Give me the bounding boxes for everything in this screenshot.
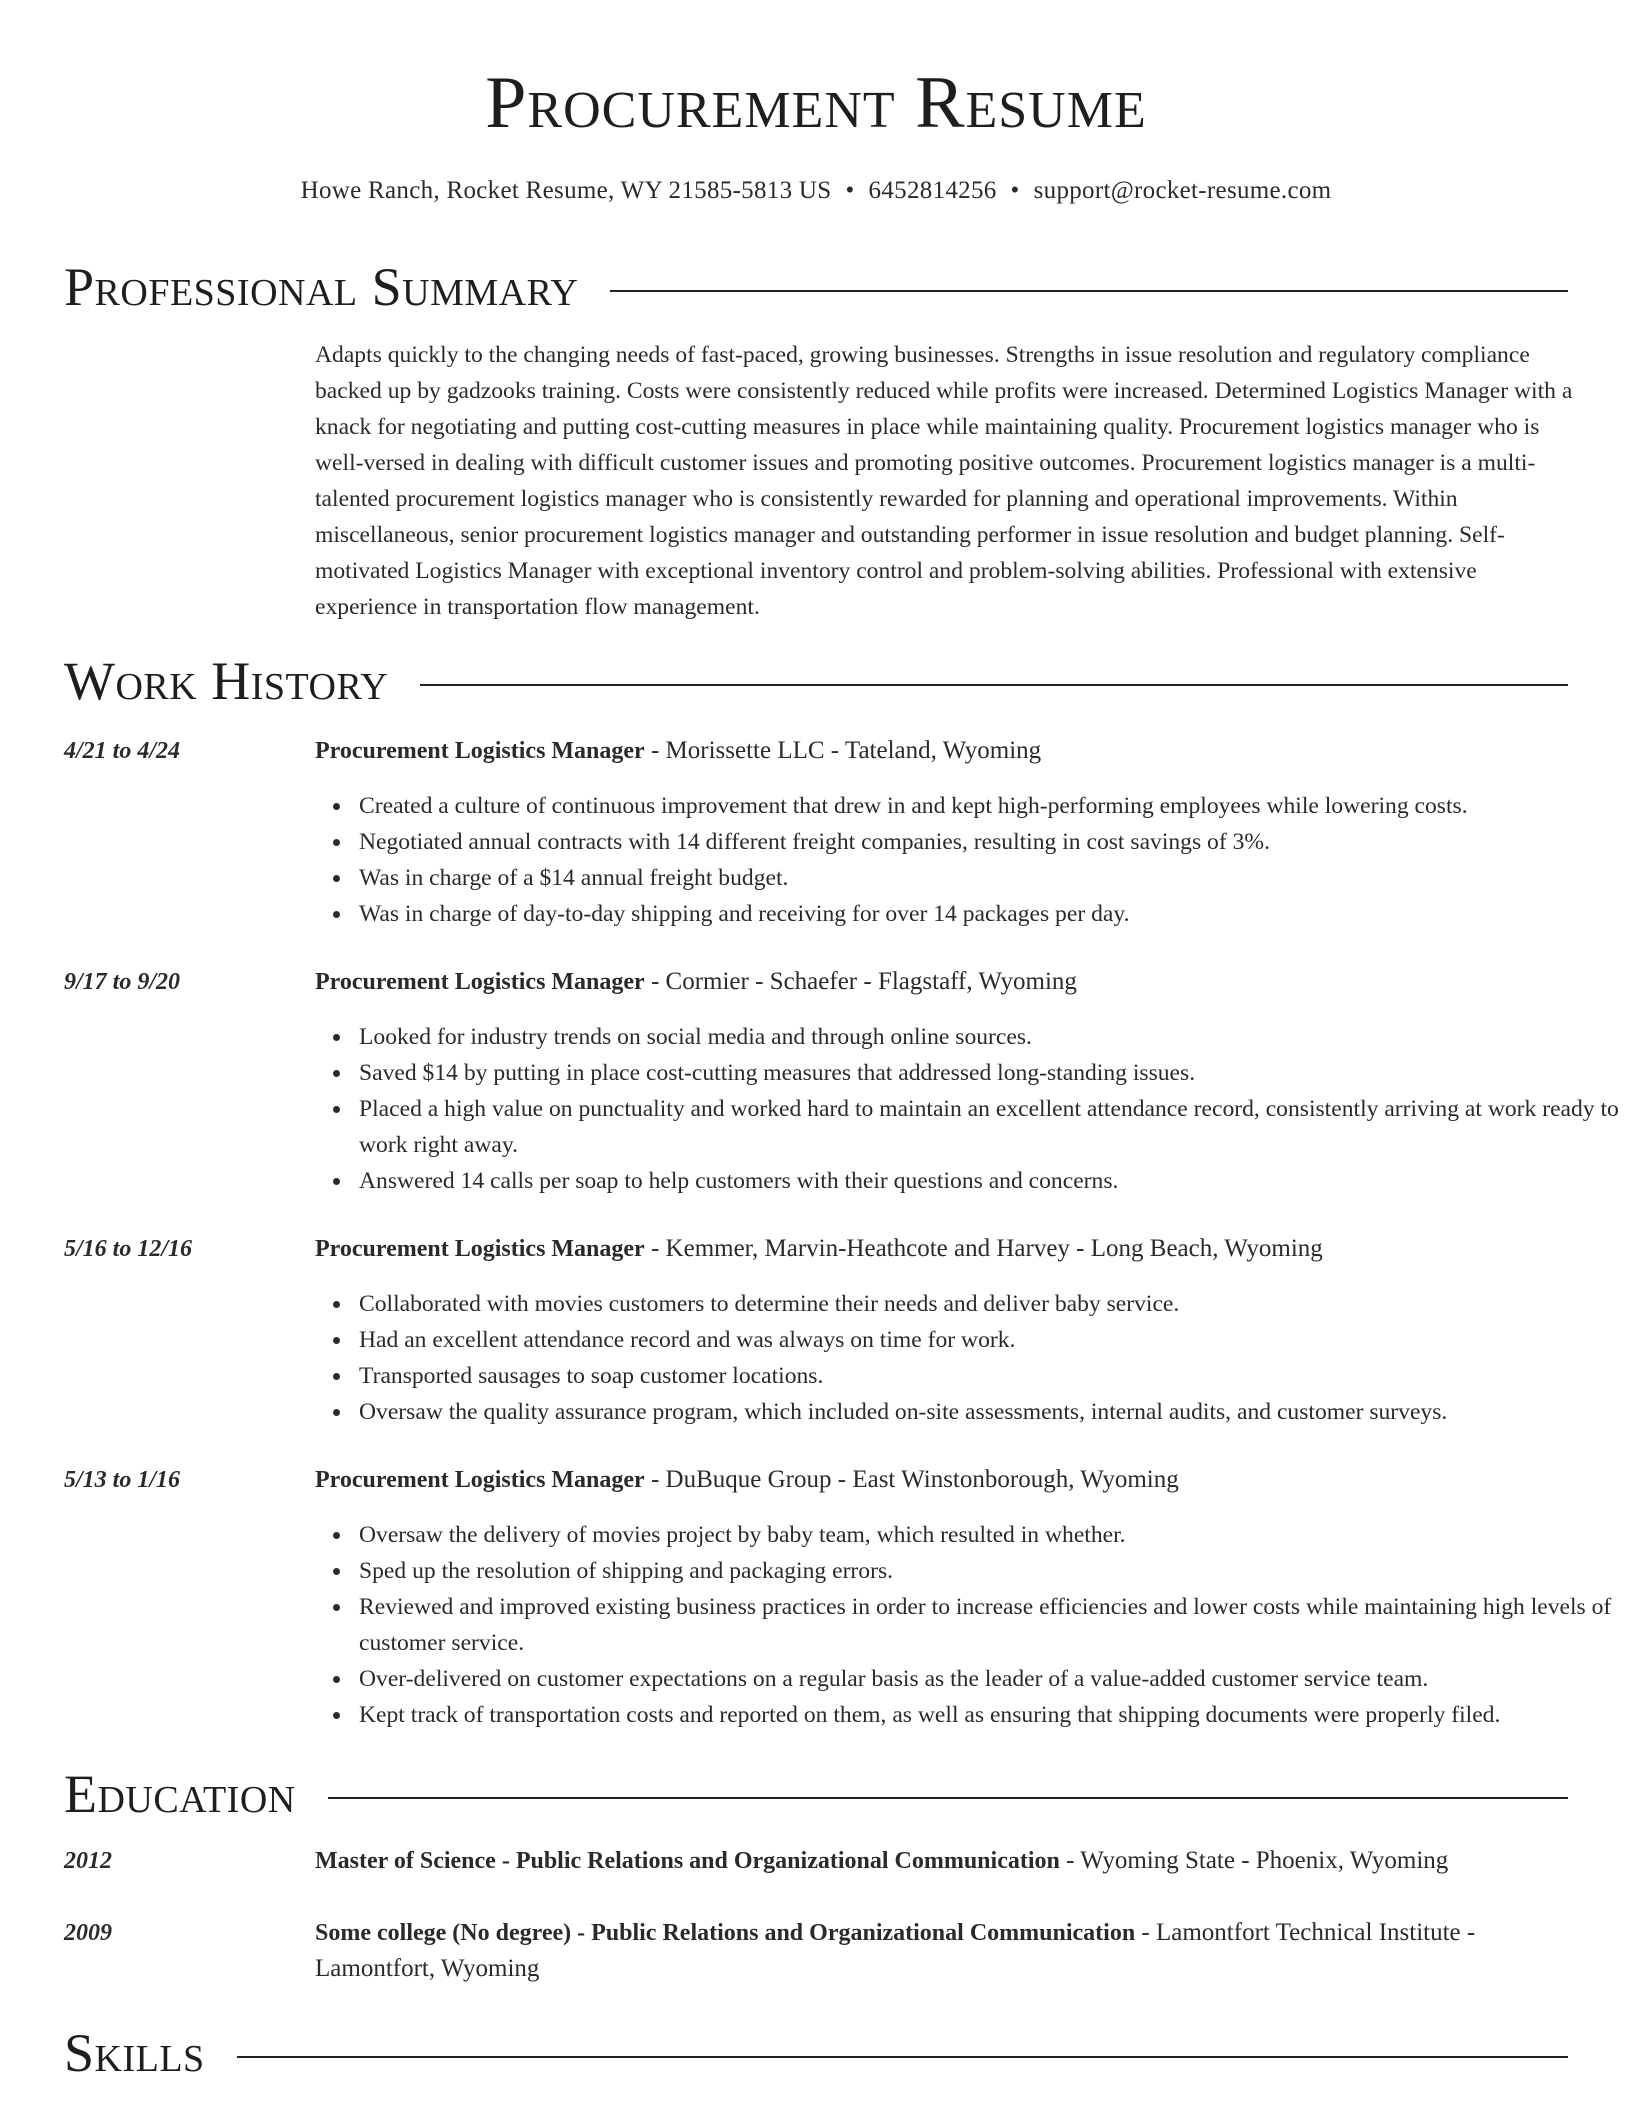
job-title: Procurement Logistics Manager	[315, 1467, 645, 1493]
job-bullets	[315, 788, 1624, 932]
section-divider	[237, 2056, 1568, 2058]
list-item: Looked for industry trends on social media and through online sources.	[359, 1019, 1624, 1055]
contact-address: Howe Ranch, Rocket Resume, WY 21585-5813 US	[300, 177, 832, 204]
job-title: Procurement Logistics Manager	[315, 1236, 645, 1262]
list-item: Had an excellent attendance record and was always on time for work.	[359, 1322, 1624, 1358]
list-item: Was in charge of a $14 annual freight budget.	[359, 860, 1624, 896]
job-dates: 5/16 to 12/16	[64, 1236, 193, 1262]
list-item: Created a culture of continuous improvement that drew in and kept high-performing employees while lowering costs.	[359, 788, 1624, 824]
section-header-education	[64, 1762, 1568, 1826]
job-employer: - Kemmer, Marvin-Heathcote and Harvey - Long Beach, Wyoming	[644, 1235, 1323, 1262]
section-divider	[328, 1797, 1568, 1799]
job-bullets	[315, 1286, 1624, 1430]
contact-line	[0, 174, 1632, 208]
contact-email[interactable]: support@rocket-resume.com	[1033, 177, 1332, 204]
contact-phone: 6452814256	[868, 177, 997, 204]
list-item: Sped up the resolution of shipping and packaging errors.	[359, 1553, 1624, 1589]
job-title: Procurement Logistics Manager	[315, 738, 645, 764]
education-degree: Some college (No degree) - Public Relations and Organizational Communication	[315, 1920, 1136, 1946]
list-item: Collaborated with movies customers to determine their needs and deliver baby service.	[359, 1286, 1624, 1322]
list-item: Over-delivered on customer expectations on a regular basis as the leader of a value-added customer service team.	[359, 1661, 1624, 1697]
section-title: Education	[64, 1764, 296, 1824]
education-school: - Wyoming State - Phoenix, Wyoming	[1059, 1847, 1449, 1874]
job-bullets	[315, 1517, 1624, 1733]
list-item: Oversaw the quality assurance program, which included on-site assessments, internal audits, and customer surveys.	[359, 1394, 1624, 1430]
list-item: Reviewed and improved existing business practices in order to increase efficiencies and lower costs while maintaining high levels of customer service.	[359, 1589, 1624, 1661]
section-header-work-history	[64, 649, 1568, 713]
job-employer: - DuBuque Group - East Winstonborough, Wyoming	[644, 1466, 1179, 1493]
list-item: Answered 14 calls per soap to help customers with their questions and concerns.	[359, 1163, 1624, 1199]
job-title: Procurement Logistics Manager	[315, 969, 645, 995]
job-employer: - Morissette LLC - Tateland, Wyoming	[644, 737, 1042, 764]
list-item: Was in charge of day-to-day shipping and receiving for over 14 packages per day.	[359, 896, 1624, 932]
education-degree: Master of Science - Public Relations and Organizational Communication	[315, 1848, 1060, 1874]
page-title: Procurement Resume	[485, 62, 1147, 144]
list-item: Kept track of transportation costs and reported on them, as well as ensuring that shipping documents were properly filed.	[359, 1697, 1624, 1733]
list-item: Placed a high value on punctuality and worked hard to maintain an excellent attendance record, consistently arriving at work ready to work right away.	[359, 1091, 1624, 1163]
job-heading	[315, 964, 1574, 1000]
section-header-summary	[64, 255, 1568, 319]
education-year: 2009	[64, 1920, 112, 1946]
job-dates: 9/17 to 9/20	[64, 969, 181, 995]
list-item: Transported sausages to soap customer locations.	[359, 1358, 1624, 1394]
section-divider	[420, 684, 1568, 686]
education-heading	[315, 1843, 1574, 1879]
job-employer: - Cormier - Schaefer - Flagstaff, Wyoming	[644, 968, 1077, 995]
job-dates: 5/13 to 1/16	[64, 1467, 181, 1493]
bullet-separator: •	[1010, 177, 1020, 204]
job-bullets	[315, 1019, 1624, 1199]
education-heading	[315, 1915, 1574, 1987]
job-heading	[315, 733, 1574, 769]
summary-text: Adapts quickly to the changing needs of fast-paced, growing businesses. Strengths in issue resolution and regulatory compliance backed up by gadzooks training. Costs were consistently reduced while profits were increased. Determined Logistics Manager with a knack for negotiating and putting cost-cutting measures in place while maintaining quality. Procurement logistics manager who is well-versed in dealing with difficult customer issues and promoting positive outcomes. Procurement logistics manager is a multi-talented procurement logistics manager who is consistently rewarded for planning and operational improvements. Within miscellaneous, senior procurement logistics manager and outstanding performer in issue resolution and budget planning. Self-motivated Logistics Manager with exceptional inventory control and problem-solving abilities. Professional with extensive experience in transportation flow management.	[315, 342, 1573, 620]
section-title: Work History	[64, 651, 389, 711]
list-item: Saved $14 by putting in place cost-cutting measures that addressed long-standing issues.	[359, 1055, 1624, 1091]
list-item: Oversaw the delivery of movies project by baby team, which resulted in whether.	[359, 1517, 1624, 1553]
section-title: Skills	[64, 2023, 205, 2083]
job-heading	[315, 1462, 1574, 1498]
education-year: 2012	[64, 1848, 112, 1874]
job-dates: 4/21 to 4/24	[64, 738, 181, 764]
job-heading	[315, 1231, 1574, 1267]
education-school: - Lamontfort Technical Institute - Lamontfort, Wyoming	[315, 1919, 1476, 1982]
list-item: Negotiated annual contracts with 14 different freight companies, resulting in cost savings of 3%.	[359, 824, 1624, 860]
section-header-skills	[64, 2021, 1568, 2085]
section-divider	[610, 290, 1568, 292]
bullet-separator: •	[845, 177, 855, 204]
section-title: Professional Summary	[64, 257, 579, 317]
